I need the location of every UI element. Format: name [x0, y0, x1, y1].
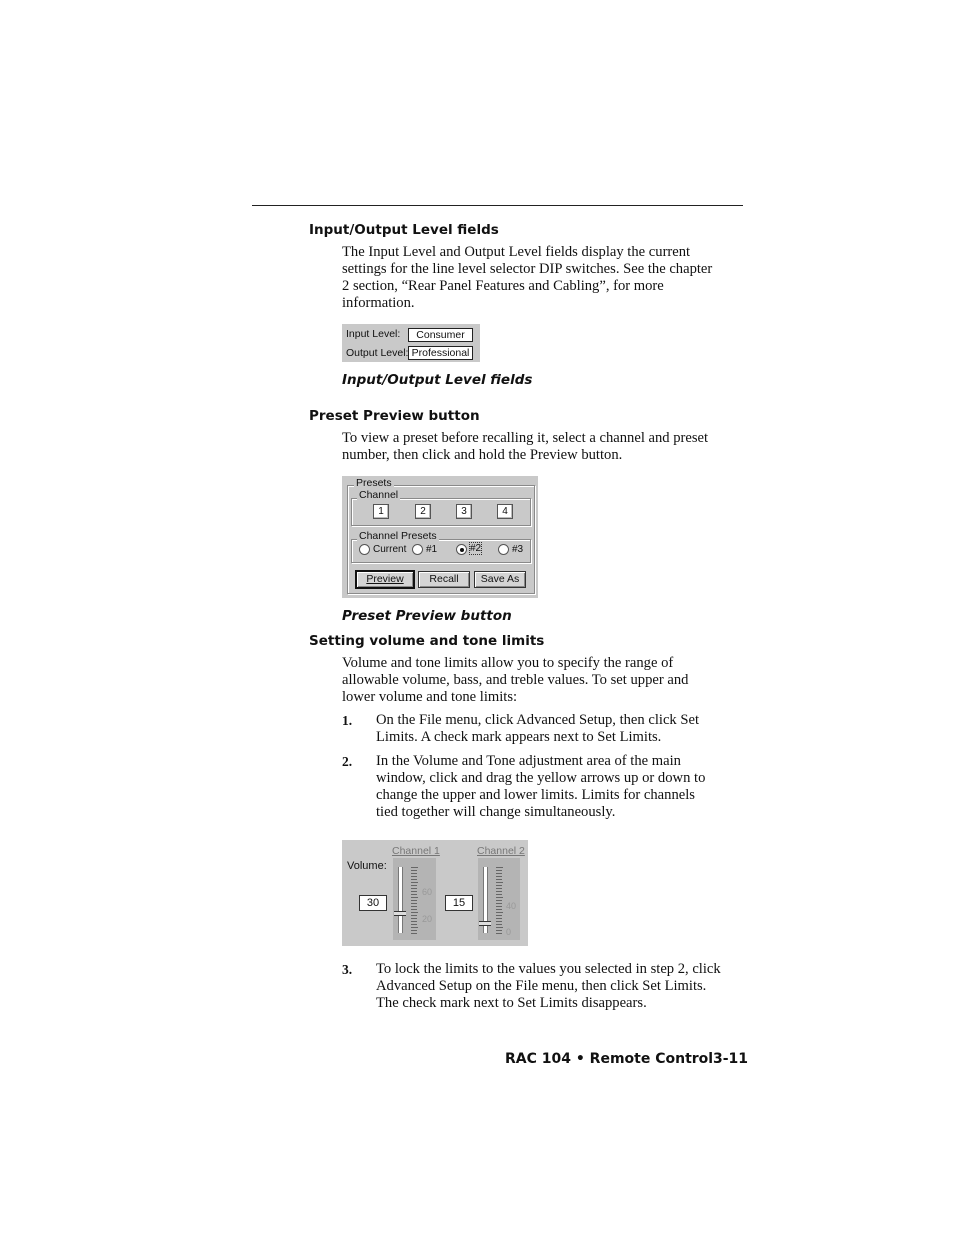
channel-2-slider-thumb[interactable]: [479, 921, 491, 926]
slider-tick: [411, 891, 417, 892]
slider-tick: [496, 882, 503, 883]
slider-tick: [496, 921, 502, 922]
slider-tick: [411, 873, 417, 874]
slider-tick: [411, 903, 417, 904]
step-3-text: [376, 961, 721, 1012]
radio-3[interactable]: [498, 544, 509, 555]
slider-tick: [411, 921, 417, 922]
output-level-label: Output Level:: [346, 347, 409, 359]
limits-body: [342, 655, 688, 706]
step-line: To lock the limits to the values you selected in step 2, click: [376, 961, 721, 977]
slider-tick: [496, 915, 502, 916]
channel-presets-title: Channel Presets: [359, 530, 437, 542]
slider-tick: [496, 900, 502, 901]
channel-3-button[interactable]: 3: [456, 504, 472, 519]
input-level-label: Input Level:: [346, 328, 401, 340]
preset-body: [342, 430, 708, 464]
preview-button[interactable]: [355, 570, 415, 589]
preview-button-label: Preview: [366, 573, 404, 585]
slider-tick: [411, 882, 418, 883]
input-level-field[interactable]: Consumer: [408, 328, 473, 342]
slider-tick: [496, 909, 502, 910]
slider-tick: [496, 912, 503, 913]
radio-2[interactable]: [456, 544, 467, 555]
slider-tick: [496, 933, 502, 934]
recall-button-label: Recall: [429, 573, 459, 585]
step-line: window, click and drag the yellow arrows up or down to: [376, 770, 706, 786]
presets-panel: [342, 476, 538, 598]
preset-heading: Preset Preview button: [309, 408, 480, 424]
limits-body-line: lower volume and tone limits:: [342, 689, 518, 705]
step-line: The check mark next to Set Limits disappears.: [376, 995, 647, 1011]
slider-tick: [496, 876, 502, 877]
limits-heading: Setting volume and tone limits: [309, 633, 545, 649]
slider-tick: [411, 885, 417, 886]
channel-2-button[interactable]: 2: [415, 504, 431, 519]
step-line: tied together will change simultaneously.: [376, 804, 616, 820]
channel-1-label: Channel 1: [392, 845, 440, 857]
channel-1-button[interactable]: 1: [373, 504, 389, 519]
slider-tick: [496, 873, 502, 874]
output-level-field[interactable]: Professional: [408, 346, 473, 360]
slider-tick: [411, 876, 417, 877]
slider-tick: [411, 879, 417, 880]
slider-tick: [496, 927, 503, 928]
slider-tick: [496, 870, 502, 871]
io-caption: Input/Output Level fields: [342, 372, 533, 388]
step-line: Advanced Setup on the File menu, then click Set Limits.: [376, 978, 707, 994]
limits-body-line: allowable volume, bass, and treble values. To set upper and: [342, 672, 689, 688]
slider-tick: [496, 891, 502, 892]
radio-1[interactable]: [412, 544, 423, 555]
channel-1-upper-limit[interactable]: 60: [422, 887, 433, 897]
radio-current[interactable]: [359, 544, 370, 555]
preset-caption: Preset Preview button: [342, 608, 512, 624]
step-2-number: 2.: [342, 754, 353, 769]
step-line: change the upper and lower limits. Limits for channels: [376, 787, 695, 803]
radio-1-label: #1: [426, 544, 438, 555]
io-body-line: The Input Level and Output Level fields display the current: [342, 244, 691, 260]
presets-group-title: Presets: [356, 477, 392, 489]
slider-tick: [411, 918, 417, 919]
step-1-number: 1.: [342, 713, 353, 728]
slider-tick: [411, 870, 417, 871]
page-number: 3-11: [713, 1051, 749, 1067]
step-line: On the File menu, click Advanced Setup, then click Set: [376, 712, 700, 728]
slider-tick: [496, 894, 502, 895]
slider-tick: [496, 918, 502, 919]
channel-2-label: Channel 2: [477, 845, 525, 857]
radio-current-label: Current: [373, 544, 407, 555]
io-body-line: settings for the line level selector DIP switches. See the chapter: [342, 261, 713, 277]
slider-tick: [411, 900, 417, 901]
channel-1-volume-field[interactable]: 30: [359, 895, 387, 911]
limits-body-line: Volume and tone limits allow you to specify the range of: [342, 655, 674, 671]
step-line: In the Volume and Tone adjustment area of the main: [376, 753, 681, 769]
slider-tick: [411, 906, 417, 907]
volume-panel: [342, 840, 528, 946]
save-as-button[interactable]: [474, 571, 526, 588]
io-body-line: 2 section, “Rear Panel Features and Cabling”, for more: [342, 278, 664, 294]
channel-1-slider-thumb[interactable]: [394, 911, 406, 916]
recall-button[interactable]: [418, 571, 470, 588]
slider-tick: [411, 897, 418, 898]
io-heading: Input/Output Level fields: [309, 222, 499, 238]
step-2-text: [376, 753, 705, 821]
channel-2-volume-field[interactable]: 15: [445, 895, 473, 911]
radio-3-label: #3: [512, 544, 524, 555]
radio-2-label: #2: [470, 543, 482, 554]
volume-label: Volume:: [347, 860, 387, 872]
preset-body-line: To view a preset before recalling it, select a channel and preset: [342, 430, 709, 446]
channel-group-title: Channel: [359, 489, 399, 501]
slider-tick: [411, 915, 417, 916]
step-line: Limits. A check mark appears next to Set Limits.: [376, 729, 662, 745]
slider-tick: [496, 897, 503, 898]
channel-1-lower-limit[interactable]: 20: [422, 914, 433, 924]
slider-tick: [411, 867, 418, 868]
slider-tick: [411, 924, 417, 925]
footer-title: RAC 104 • Remote Control: [505, 1051, 714, 1067]
header-rule: [252, 205, 743, 206]
channel-1-slider-track[interactable]: [398, 867, 403, 933]
slider-tick: [411, 930, 417, 931]
slider-tick: [496, 885, 502, 886]
save-as-button-label: Save As: [480, 573, 520, 585]
step-1-text: [376, 712, 699, 746]
slider-tick: [411, 909, 417, 910]
channel-2-ticks: [496, 867, 502, 933]
channel-1-ticks: [411, 867, 417, 933]
slider-tick: [411, 888, 417, 889]
io-body: [342, 244, 712, 312]
slider-tick: [411, 927, 418, 928]
slider-tick: [496, 924, 502, 925]
slider-tick: [496, 867, 503, 868]
channel-4-button[interactable]: 4: [497, 504, 513, 519]
io-level-panel: [342, 324, 480, 362]
step-3-number: 3.: [342, 962, 353, 977]
slider-tick: [496, 879, 502, 880]
slider-tick: [496, 903, 502, 904]
slider-tick: [411, 933, 417, 934]
slider-tick: [411, 894, 417, 895]
slider-tick: [411, 912, 418, 913]
io-body-line: information.: [342, 295, 415, 311]
preset-body-line: number, then click and hold the Preview button.: [342, 447, 623, 463]
slider-tick: [496, 888, 502, 889]
slider-tick: [496, 906, 502, 907]
channel-2-upper-limit[interactable]: 40: [506, 901, 517, 911]
slider-tick: [496, 930, 502, 931]
channel-2-lower-limit[interactable]: 0: [506, 927, 512, 937]
